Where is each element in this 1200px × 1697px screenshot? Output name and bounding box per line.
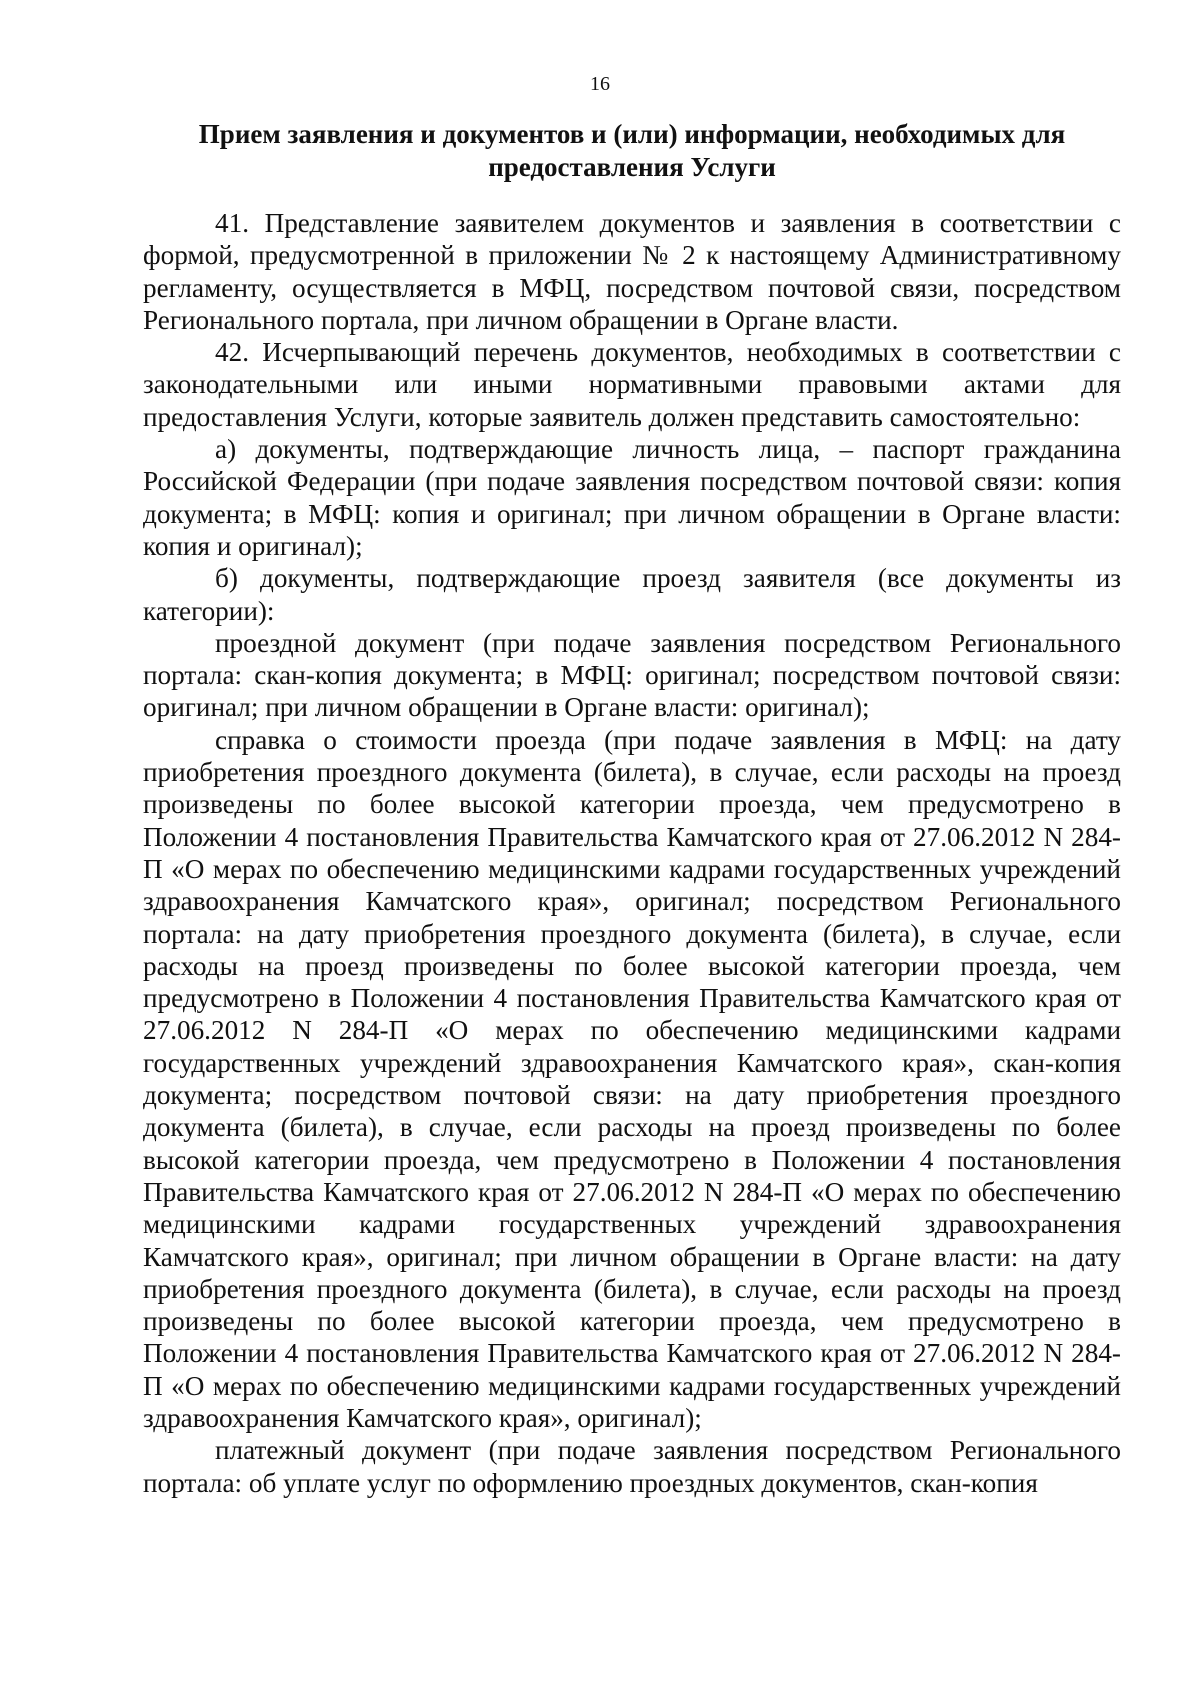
list-item-b: б) документы, подтверждающие проезд заявителя (все документы из категории): bbox=[143, 563, 1121, 626]
fare-certificate-paragraph: справка о стоимости проезда (при подаче заявления в МФЦ: на дату приобретения проездного документа (билета), в случае, если расходы на проезд произведены по более высокой категории проезда, чем предусмотрено в Положении 4 постановления Правительства Камчатского края от 27.06.2012 N 284-П «О мерах по обеспечению медицинскими кадрами государственных учреждений здравоохранения Камчатского края», оригинал; посредством Регионального портала: на дату приобретения проездного документа (билета), в случае, если расходы на проезд произведены по более высокой категории проезда, чем предусмотрено в Положении 4 постановления Правительства Камчатского края от 27.06.2012 N 284-П «О мерах по обеспечению медицинскими кадрами государственных учреждений здравоохранения Камчатского края», скан-копия документа; посредством почтовой связи: на дату приобретения проездного документа (билета), в случае, если расходы на проезд произведены по более высокой категории проезда, чем предусмотрено в Положении 4 постановления Правительства Камчатского края от 27.06.2012 N 284-П «О мерах по обеспечению медицинскими кадрами государственных учреждений здравоохранения Камчатского края», оригинал; при личном обращении в Органе власти: на дату приобретения проездного документа (билета), в случае, если расходы на проезд произведены по более высокой категории проезда, чем предусмотрено в Положении 4 постановления Правительства Камчатского края от 27.06.2012 N 284-П «О мерах по обеспечению медицинскими кадрами государственных учреждений здравоохранения Камчатского края», оригинал); bbox=[143, 724, 1121, 1433]
section-heading: Прием заявления и документов и (или) информации, необходимых для предоставления Услуги bbox=[198, 119, 1066, 182]
paragraph-42: 42. Исчерпывающий перечень документов, необходимых в соответствии с законодательными или иными нормативными правовыми актами для предоставления Услуги, которые заявитель должен представить самостоятельно: bbox=[143, 337, 1121, 432]
travel-document-paragraph: проездной документ (при подаче заявления посредством Регионального портала: скан-копия документа; в МФЦ: оригинал; посредством почтовой связи: оригинал; при личном обращении в Органе власти: оригинал); bbox=[143, 627, 1121, 723]
paragraph-41: 41. Представление заявителем документов и заявления в соответствии с формой, предусмотренной в приложении № 2 к настоящему Административному регламенту, осуществляется в МФЦ, посредством почтовой связи, посредством Регионального портала, при личном обращении в Органе власти. bbox=[143, 208, 1121, 335]
document-body bbox=[143, 207, 1121, 1499]
page-number: 16 bbox=[590, 73, 610, 95]
list-item-a: а) документы, подтверждающие личность лица, – паспорт гражданина Российской Федерации (при подаче заявления посредством почтовой связи: копия документа; в МФЦ: копия и оригинал; при личном обращении в Органе власти: копия и оригинал); bbox=[143, 434, 1121, 561]
payment-document-paragraph: платежный документ (при подаче заявления посредством Регионального портала: об уплате услуг по оформлению проездных документов, скан-копия bbox=[143, 1435, 1121, 1498]
